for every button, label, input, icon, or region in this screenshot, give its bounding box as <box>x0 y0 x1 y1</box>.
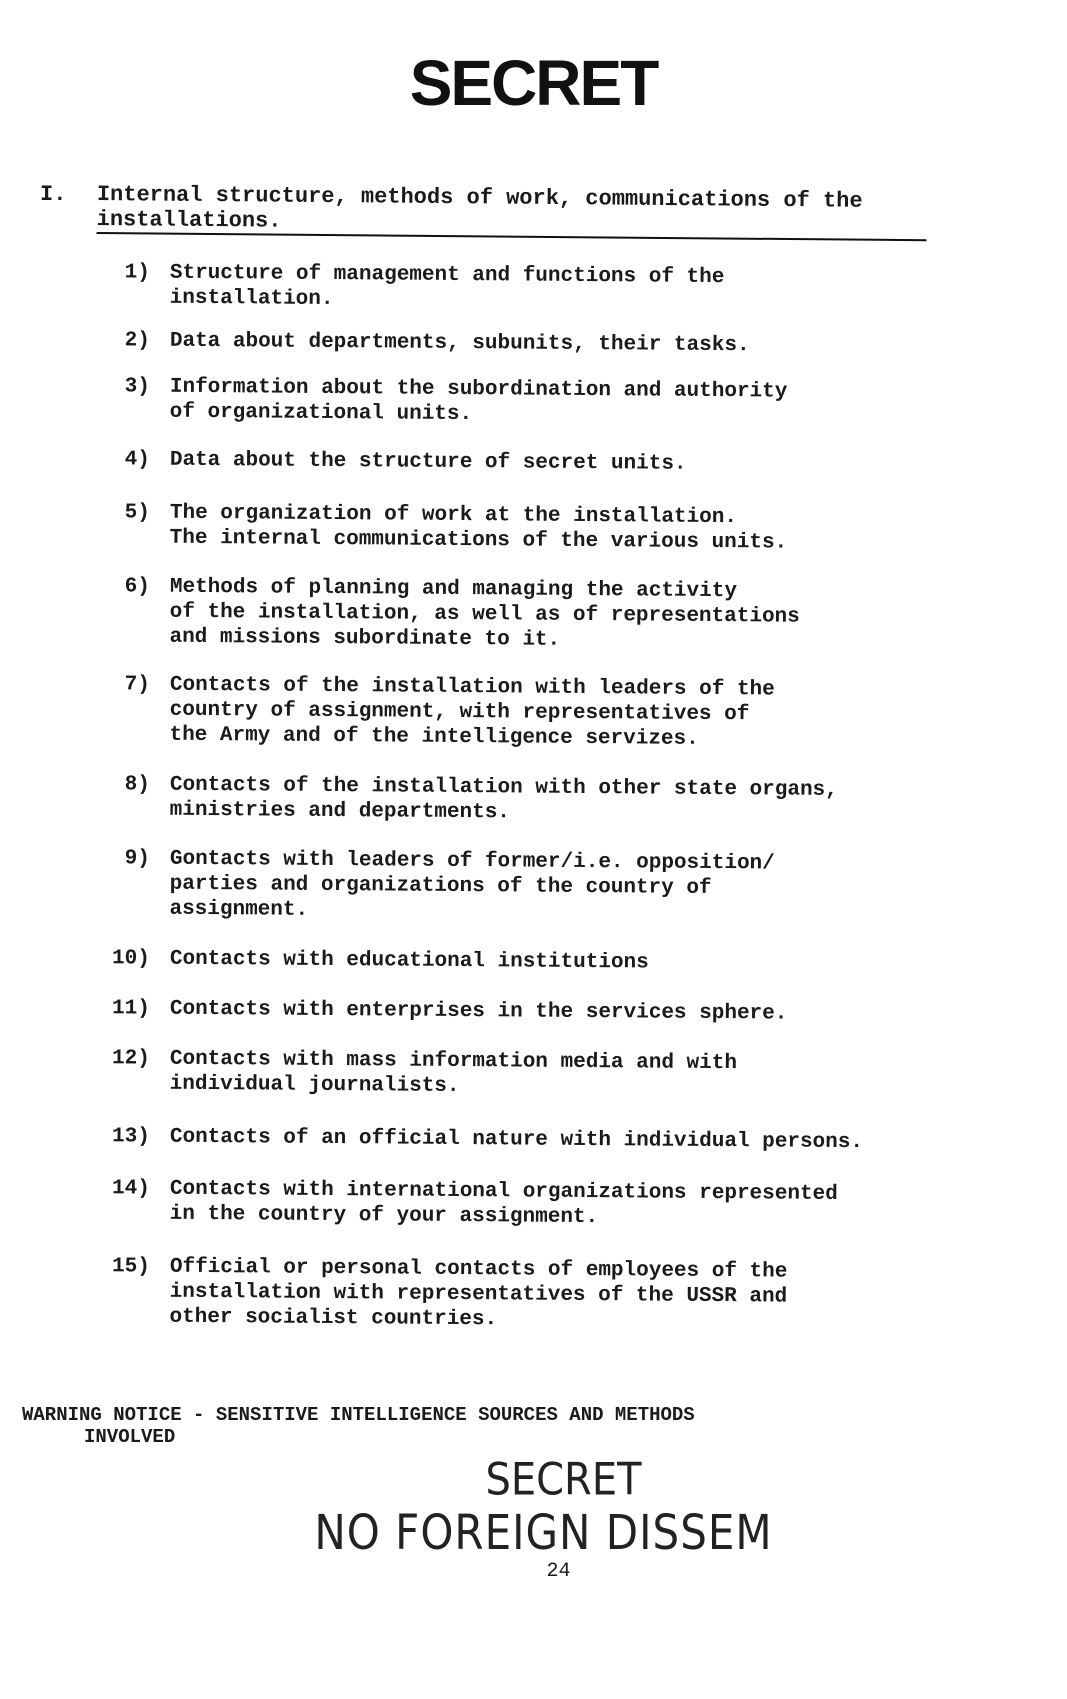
section-number: I. <box>40 182 67 207</box>
warning-notice <box>22 1404 962 1448</box>
item-number: 5) <box>124 501 150 525</box>
item-number: 10) <box>111 947 150 971</box>
classification-header: SECRET <box>409 47 658 119</box>
page-number: 24 <box>546 1560 571 1583</box>
item-text: Contacts of the installation with other state organs, ministries and departments. <box>169 773 838 825</box>
list-item <box>80 328 1010 358</box>
item-number: 11) <box>111 997 150 1021</box>
item-number: 9) <box>124 847 150 871</box>
item-number: 15) <box>111 1255 150 1279</box>
item-number: 14) <box>111 1177 150 1201</box>
item-text: Data about the structure of secret units. <box>169 448 687 476</box>
list-item <box>80 447 1010 476</box>
item-number: 12) <box>111 1047 150 1071</box>
item-number: 13) <box>111 1125 150 1149</box>
item-text: Contacts with international organizations represented in the country of your assignment. <box>169 1177 838 1230</box>
list-item <box>80 574 1010 652</box>
list-item <box>80 772 1010 825</box>
item-number: 3) <box>124 375 150 399</box>
item-number: 2) <box>124 329 150 353</box>
item-number: 1) <box>124 261 150 285</box>
list-item <box>80 374 1010 427</box>
classification-stamp: SECRET <box>485 1454 642 1506</box>
warning-notice-line2: INVOLVED <box>84 1426 176 1448</box>
list-item <box>80 260 1010 311</box>
item-text: Contacts with educational institutions <box>169 947 649 975</box>
item-text: Official or personal contacts of employees of the installation with representatives of the USSR and other socialist countries. <box>169 1255 788 1332</box>
list-item <box>80 946 1010 975</box>
item-number: 4) <box>124 448 150 472</box>
item-text: Methods of planning and managing the activity of the installation, as well as of representations and missions subordinate to it. <box>169 575 800 652</box>
section-title: Internal structure, methods of work, communications of the installations. <box>97 182 927 241</box>
list-item <box>80 500 1010 555</box>
item-text: Data about departments, subunits, their tasks. <box>169 329 750 358</box>
item-text: Contacts of the installation with leaders of the country of assignment, with representatives of the Army and of the intelligence servizes. <box>169 673 775 751</box>
item-text: Structure of management and functions of the installation. <box>169 261 725 311</box>
item-text: Contacts with enterprises in the services sphere. <box>169 997 788 1026</box>
item-text: Information about the subordination and authority of organizational units. <box>169 375 788 427</box>
list-item <box>80 996 1010 1026</box>
item-text: Gontacts with leaders of former/i.e. opposition/ parties and organizations of the country of assignment. <box>169 847 775 922</box>
item-text: Contacts with mass information media and with individual journalists. <box>169 1047 738 1098</box>
warning-notice-line1: WARNING NOTICE - SENSITIVE INTELLIGENCE SOURCES AND METHODS <box>22 1404 695 1426</box>
list-item <box>80 1176 1010 1230</box>
list-item <box>80 846 1010 922</box>
item-number: 7) <box>124 673 150 697</box>
item-number: 6) <box>124 575 150 599</box>
list-item <box>80 672 1010 751</box>
list-item <box>80 1124 1010 1155</box>
list-item <box>80 1046 1010 1098</box>
list-item <box>80 1254 1010 1332</box>
item-number: 8) <box>124 773 150 797</box>
dissem-stamp: NO FOREIGN DISSEM <box>314 1504 773 1561</box>
item-text: The organization of work at the installation. The internal communications of the various units. <box>169 501 788 555</box>
item-text: Contacts of an official nature with individual persons. <box>169 1125 864 1155</box>
